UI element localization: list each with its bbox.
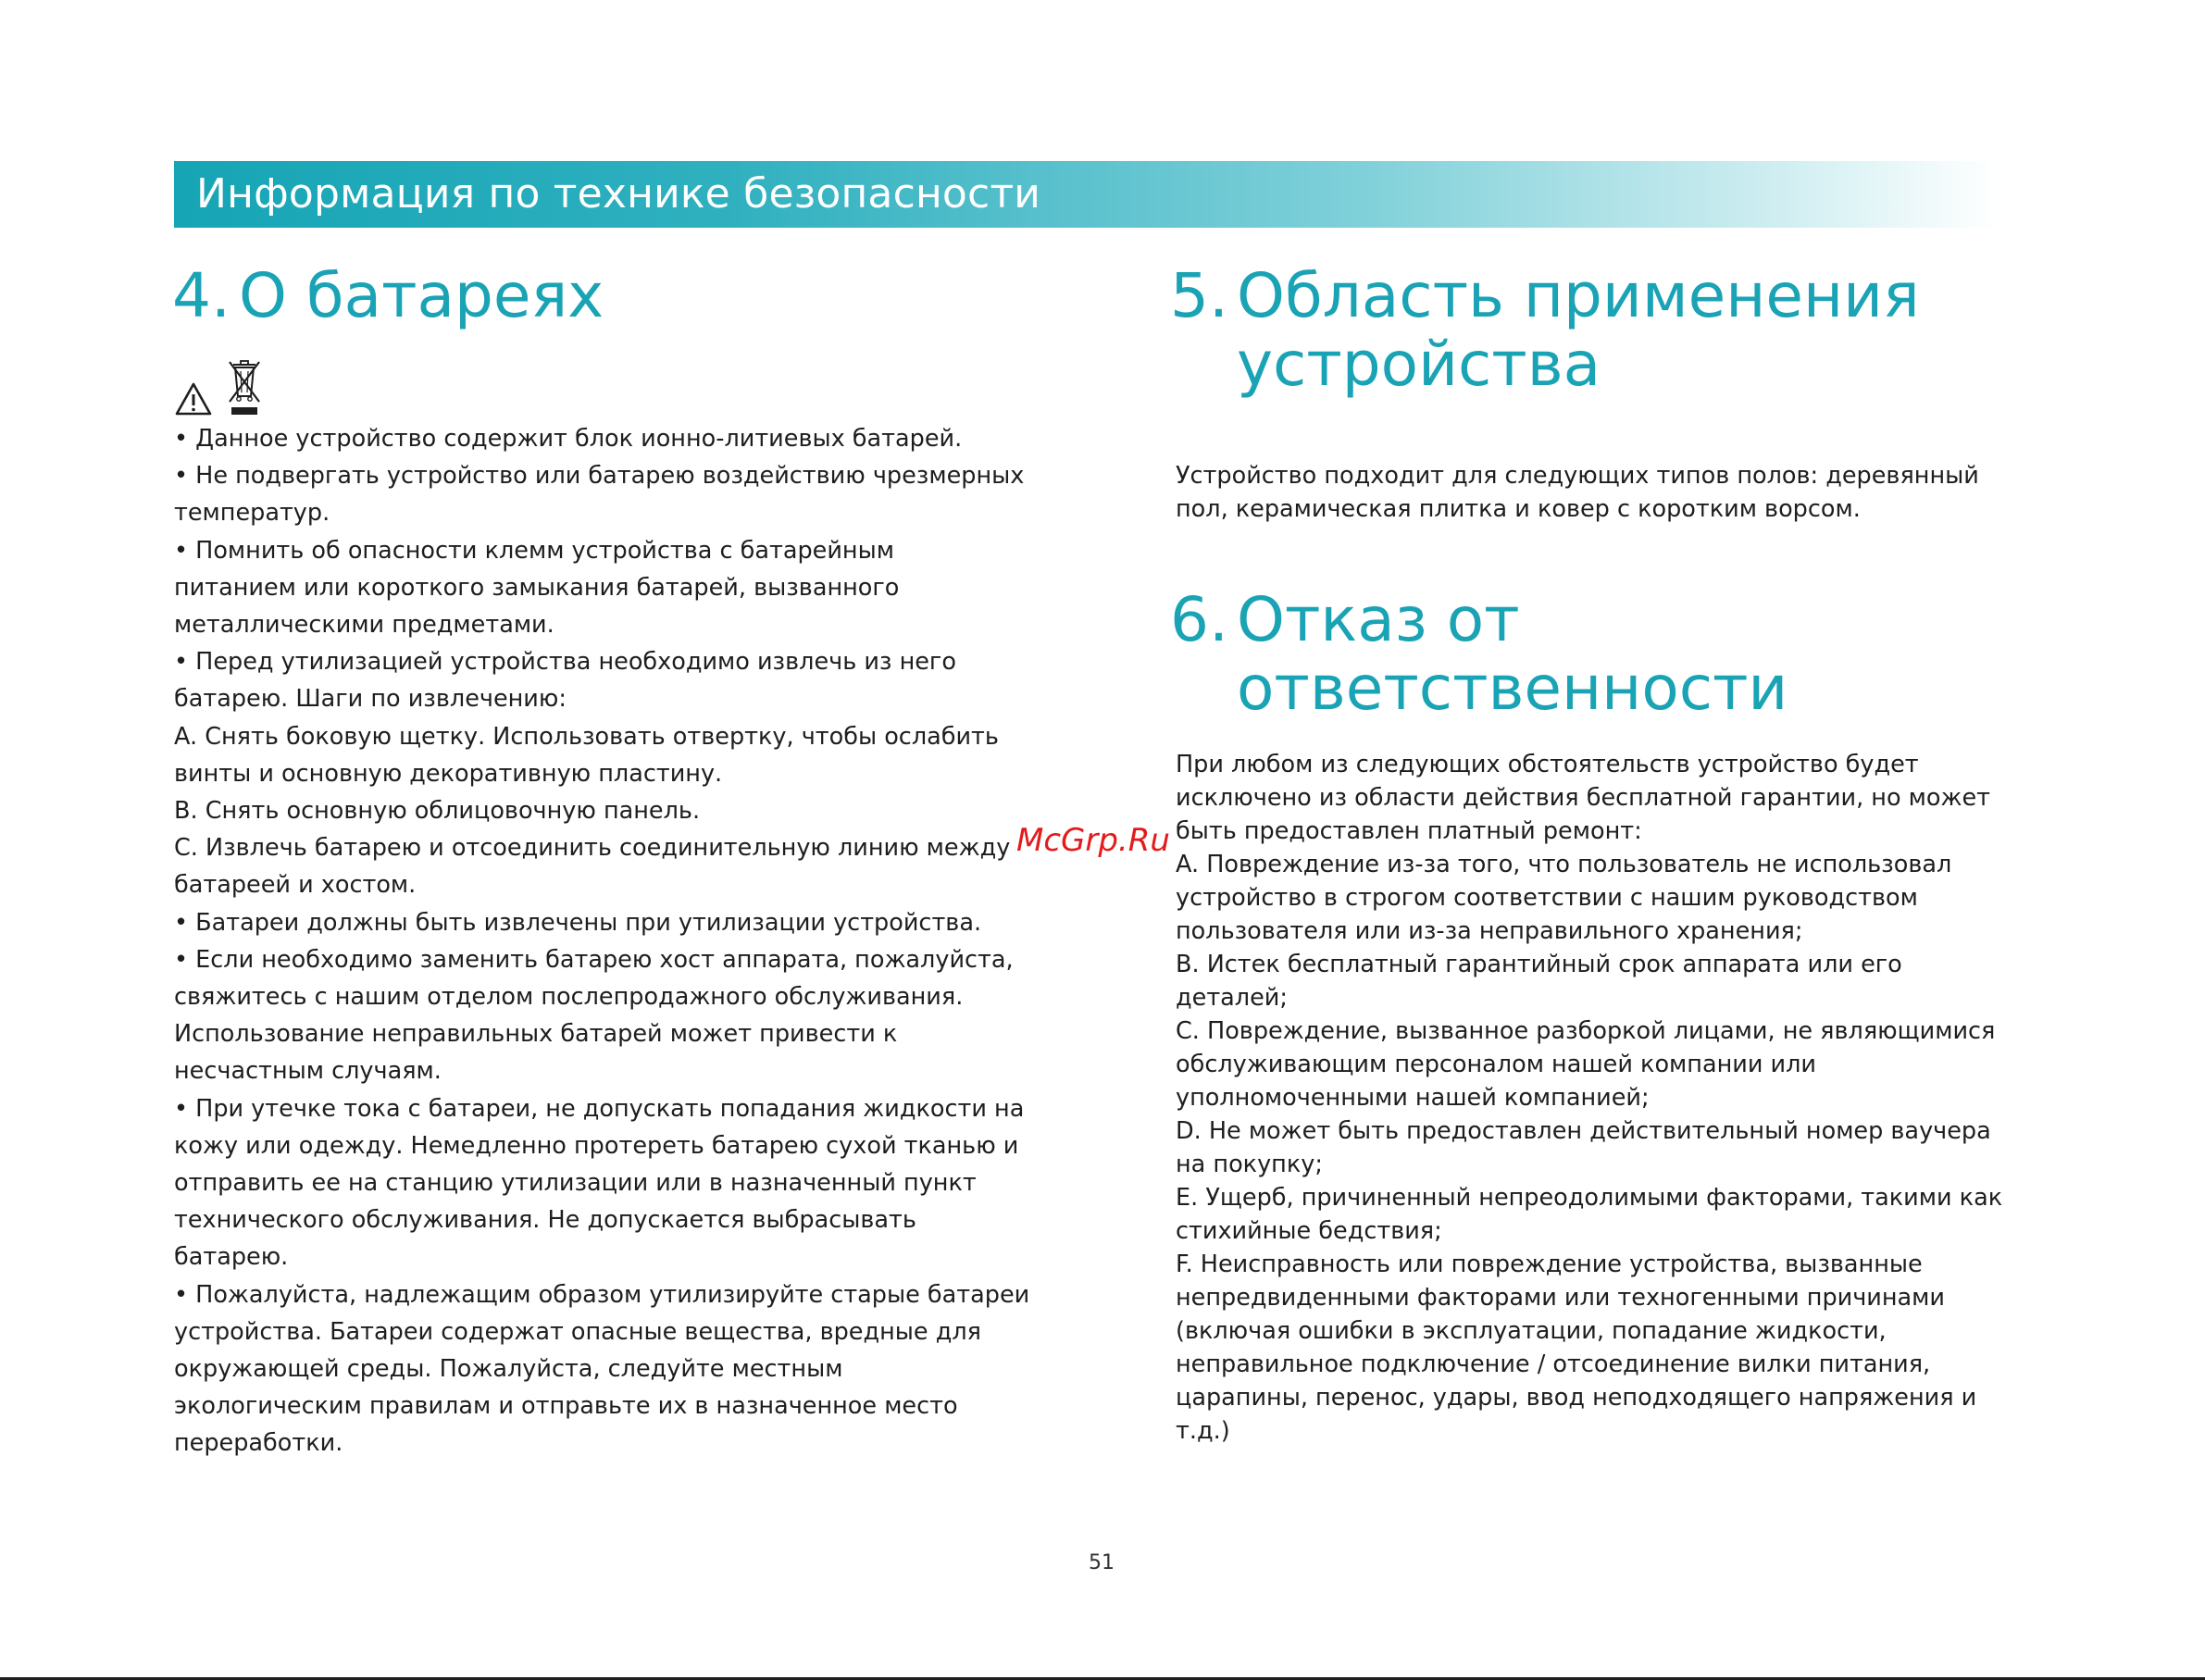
text-line: т.д.) <box>1176 1417 1230 1445</box>
text-line: свяжитесь с нашим отделом послепродажного обслуживания. <box>174 983 964 1012</box>
text-line: • Перед утилизацией устройства необходимо извлечь из него <box>174 648 956 677</box>
section-5-title-line-2: устройства <box>1237 329 1601 400</box>
text-line: быть предоставлен платный ремонт: <box>1176 817 1642 845</box>
text-line: питанием или короткого замыкания батарей, вызванного <box>174 573 900 602</box>
watermark: McGrp.Ru <box>1016 822 1170 859</box>
battery-symbols <box>174 363 263 420</box>
text-line: неправильное подключение / отсоединение вилки питания, <box>1176 1350 1931 1378</box>
text-line: кожу или одежду. Немедленно протереть батарею сухой тканью и <box>174 1131 1019 1160</box>
section-6-title-line-1: Отказ от <box>1237 584 1520 655</box>
text-line: температур. <box>174 499 330 528</box>
text-line: • При утечке тока с батареи, не допускать попадания жидкости на <box>174 1094 1025 1123</box>
section-5-body <box>1176 459 1979 526</box>
text-line: C. Извлечь батарею и отсоединить соединительную линию между <box>174 834 1011 863</box>
text-line: несчастным случаям. <box>174 1057 442 1086</box>
text-line: При любом из следующих обстоятельств устройство будет <box>1176 751 1919 778</box>
text-line: винты и основную декоративную пластину. <box>174 759 723 788</box>
text-line: переработки. <box>174 1429 343 1458</box>
section-4-heading <box>172 262 604 330</box>
text-line: батарею. Шаги по извлечению: <box>174 685 567 714</box>
text-line: деталей; <box>1176 984 1288 1012</box>
section-6-heading <box>1170 586 1788 723</box>
text-line: исключено из области действия бесплатной гарантии, но может <box>1176 784 1991 812</box>
text-line: окружающей среды. Пожалуйста, следуйте местным <box>174 1355 843 1384</box>
text-line: обслуживающим персоналом нашей компании или <box>1176 1051 1816 1078</box>
section-5-heading <box>1170 262 1920 399</box>
text-line: (включая ошибки в эксплуатации, попадание жидкости, <box>1176 1317 1887 1345</box>
text-line: A. Повреждение из-за того, что пользователь не использовал <box>1176 851 1952 878</box>
section-5-title-line-1: Область применения <box>1237 260 1920 331</box>
text-line: • Пожалуйста, надлежащим образом утилизируйте старые батареи <box>174 1280 1030 1309</box>
text-line: B. Снять основную облицовочную панель. <box>174 797 701 826</box>
text-line: • Не подвергать устройство или батарею воздействию чрезмерных <box>174 462 1025 491</box>
text-line: устройства. Батареи содержат опасные вещества, вредные для <box>174 1317 981 1346</box>
text-line: пол, керамическая плитка и ковер с коротким ворсом. <box>1176 495 1861 523</box>
text-line: пользователя или из-за неправильного хранения; <box>1176 917 1803 945</box>
text-line: Использование неправильных батарей может привести к <box>174 1020 898 1049</box>
text-line: батареей и хостом. <box>174 871 417 900</box>
section-5-number: 5. <box>1170 260 1228 331</box>
text-line: D. Не может быть предоставлен действительный номер ваучера <box>1176 1117 1991 1145</box>
section-6-title-line-2: ответственности <box>1237 653 1788 724</box>
text-line: A. Снять боковую щетку. Использовать отвертку, чтобы ослабить <box>174 722 999 751</box>
text-line: царапины, перенос, удары, ввод неподходящего напряжения и <box>1176 1384 1977 1412</box>
text-line: металлическими предметами. <box>174 611 554 640</box>
text-line: стихийные бедствия; <box>1176 1217 1442 1245</box>
text-line: технического обслуживания. Не допускается выбрасывать <box>174 1206 916 1235</box>
text-line: уполномоченными нашей компанией; <box>1176 1084 1650 1112</box>
section-4-title: О батареях <box>239 260 604 331</box>
text-line: • Помнить об опасности клемм устройства с батарейным <box>174 536 894 565</box>
text-line: непредвиденными факторами или техногенными причинами <box>1176 1284 1945 1312</box>
text-line: Устройство подходит для следующих типов полов: деревянный <box>1176 462 1979 490</box>
text-line: батарею. <box>174 1243 289 1272</box>
text-line: • Данное устройство содержит блок ионно-литиевых батарей. <box>174 425 963 453</box>
text-line: • Если необходимо заменить батарею хост аппарата, пожалуйста, <box>174 945 1014 974</box>
page-number: 51 <box>1089 1551 1115 1574</box>
warning-triangle-icon <box>174 381 213 420</box>
text-line: B. Истек бесплатный гарантийный срок аппарата или его <box>1176 951 1902 978</box>
text-line: на покупку; <box>1176 1151 1323 1178</box>
banner-title: Информация по технике безопасности <box>196 170 1041 218</box>
section-4-body <box>174 420 1029 1462</box>
section-6-number: 6. <box>1170 584 1228 655</box>
section-banner <box>174 161 1998 228</box>
text-line: F. Неисправность или повреждение устройства, вызванные <box>1176 1251 1923 1278</box>
section-6-body <box>1176 748 2002 1448</box>
text-line: • Батареи должны быть извлечены при утилизации устройства. <box>174 908 982 937</box>
text-line: экологическим правилам и отправьте их в назначенное место <box>174 1392 958 1421</box>
text-line: отправить ее на станцию утилизации или в назначенный пункт <box>174 1169 977 1198</box>
crossed-out-bin-icon <box>226 359 263 420</box>
text-line: устройство в строгом соответствии с нашим руководством <box>1176 884 1918 912</box>
section-4-number: 4. <box>172 260 230 331</box>
text-line: C. Повреждение, вызванное разборкой лицами, не являющимися <box>1176 1017 1996 1045</box>
text-line: E. Ущерб, причиненный непреодолимыми факторами, такими как <box>1176 1184 2003 1212</box>
